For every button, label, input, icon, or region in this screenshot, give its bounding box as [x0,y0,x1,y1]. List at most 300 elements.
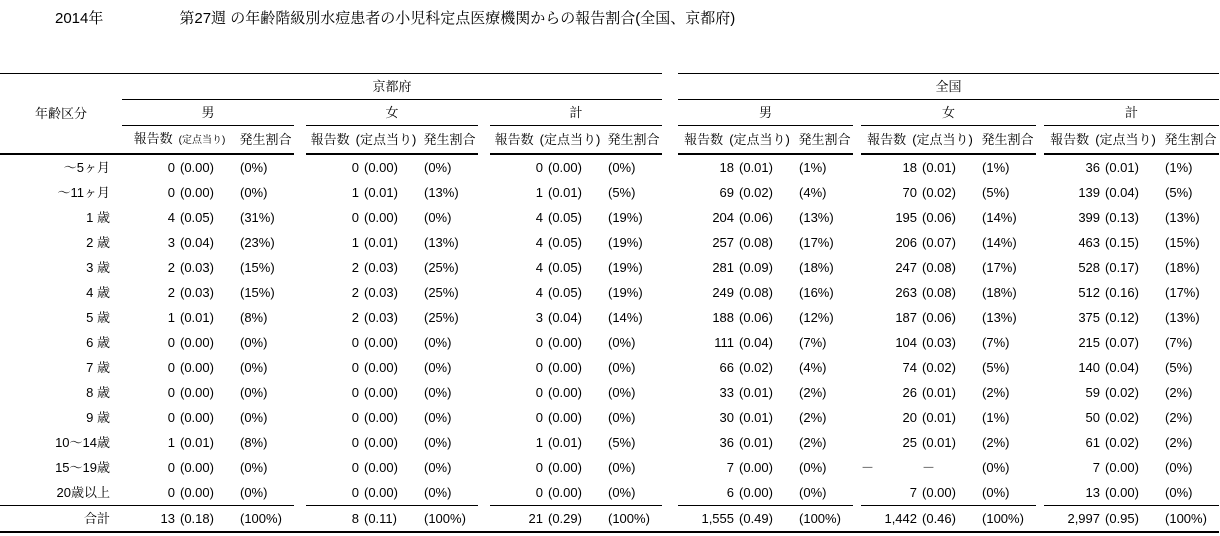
incidence-rate-cell: (0%) [608,485,636,500]
incidence-rate-cell: (1%) [1165,160,1193,175]
incidence-rate-cell: (14%) [608,310,643,325]
per-sentinel-label: (定点当り) [729,132,790,147]
report-count: 187 [895,310,918,325]
per-sentinel-label: (定点当り) [912,132,973,147]
per-sentinel-rate: (0.05) [180,210,214,225]
incidence-rate-cell: (1%) [982,410,1010,425]
report-count: 0 [167,160,175,175]
report-count: 59 [1085,385,1101,400]
report-count-cell [861,355,979,380]
report-count: 1 [167,435,175,450]
report-count: 4 [167,210,175,225]
report-count-cell [122,280,237,305]
column-gap [294,280,306,305]
section-gap [662,74,678,155]
column-gap [662,205,678,230]
report-count-cell [1044,405,1162,430]
report-count-cell [678,205,796,230]
incidence-rate-cell: (5%) [1165,185,1193,200]
report-count-cell [490,355,605,380]
per-sentinel-rate: (0.09) [739,260,773,275]
report-count-cell [861,280,979,305]
sex-header-kyoto-total: 計 [490,100,662,126]
incidence-rate-cell: (18%) [799,260,834,275]
column-gap [478,100,490,155]
incidence-rate-cell: (14%) [982,235,1017,250]
table-row [0,305,1219,330]
report-count-cell [861,330,979,355]
report-count: 2 [167,260,175,275]
incidence-rate-cell: (0%) [240,360,268,375]
incidence-rate-cell: (15%) [240,285,275,300]
incidence-rate-cell: (25%) [424,260,459,275]
report-count: 0 [351,485,359,500]
per-sentinel-rate: (0.00) [180,335,214,350]
sex-header-row [0,100,1219,126]
column-gap [1036,100,1044,155]
report-count: 4 [535,210,543,225]
report-count: 104 [895,335,918,350]
incidence-rate-cell: (18%) [982,285,1017,300]
report-count: 8 [351,511,359,526]
incidence-rate-cell: (19%) [608,260,643,275]
report-count-cell [678,180,796,205]
table-row [0,355,1219,380]
incidence-rate-cell: (2%) [1165,385,1193,400]
report-count: 25 [902,435,918,450]
report-count: 0 [351,210,359,225]
report-count-cell [678,480,796,506]
sex-header-kyoto-male: 男 [122,100,294,126]
age-label-cell: 8 歳 [86,385,110,400]
column-gap [478,154,490,180]
report-count: 0 [167,185,175,200]
report-count-cell [490,405,605,430]
per-sentinel-rate: (0.00) [548,335,582,350]
per-sentinel-rate: (0.17) [1105,260,1139,275]
per-sentinel-rate: (0.00) [364,385,398,400]
report-count: 215 [1078,335,1101,350]
report-count: 188 [712,310,735,325]
report-count-cell [122,380,237,405]
column-gap [853,205,861,230]
per-sentinel-rate: (0.00) [180,485,214,500]
subheader-count-kyoto-female [306,126,421,155]
column-gap [294,305,306,330]
per-sentinel-rate: (0.04) [180,235,214,250]
report-count-cell [490,430,605,455]
incidence-rate-cell: (17%) [799,235,834,250]
column-gap [1036,455,1044,480]
report-count-cell [1044,255,1162,280]
per-sentinel-rate: (0.01) [548,435,582,450]
report-count: 0 [351,435,359,450]
incidence-rate-cell: (12%) [799,310,834,325]
column-gap [478,380,490,405]
column-gap [662,154,678,180]
incidence-rate-cell: (31%) [240,210,275,225]
column-gap [853,480,861,506]
report-count-cell [678,380,796,405]
report-count-cell [306,180,421,205]
per-sentinel-rate: (0.00) [364,460,398,475]
incidence-rate-cell: (4%) [799,360,827,375]
report-count: 50 [1085,410,1101,425]
column-gap [294,255,306,280]
incidence-rate-cell: (100%) [1162,506,1219,533]
column-gap [478,305,490,330]
per-sentinel-rate: (0.01) [739,385,773,400]
incidence-rate-cell: (0%) [982,460,1010,475]
column-gap [662,455,678,480]
report-count: 2 [167,285,175,300]
report-count-cell [306,255,421,280]
per-sentinel-rate: (0.00) [1105,485,1139,500]
per-sentinel-rate: (0.00) [180,385,214,400]
report-count-cell [306,205,421,230]
report-count: 7 [726,460,735,475]
report-count: 257 [712,235,735,250]
column-gap [294,355,306,380]
incidence-rate-cell: (1%) [982,160,1010,175]
incidence-rate-cell: (7%) [982,335,1010,350]
report-count: 36 [1085,160,1101,175]
per-sentinel-rate: (0.02) [922,360,956,375]
report-count-cell [490,455,605,480]
incidence-rate-cell: (13%) [1165,210,1200,225]
incidence-rate-cell: (5%) [608,185,636,200]
report-count-cell [1044,180,1162,205]
per-sentinel-rate: (0.46) [922,511,956,526]
report-count: 1 [535,185,543,200]
per-sentinel-rate: (0.06) [739,210,773,225]
report-count-cell [1044,305,1162,330]
per-sentinel-rate: (0.01) [548,185,582,200]
per-sentinel-rate: (0.03) [180,285,214,300]
report-count: 1 [535,435,543,450]
incidence-rate-cell: (2%) [982,385,1010,400]
per-sentinel-rate: (0.00) [180,160,214,175]
report-count-label: 報告数 [867,132,907,147]
per-sentinel-rate: (0.01) [922,410,956,425]
report-count-cell [490,380,605,405]
column-gap [853,405,861,430]
report-count: 0 [167,360,175,375]
per-sentinel-rate: (0.00) [739,460,773,475]
incidence-rate-cell: (0%) [424,460,452,475]
incidence-rate-cell: (8%) [240,435,268,450]
report-count: 111 [714,335,735,350]
report-count: 4 [535,260,543,275]
report-count-cell [490,255,605,280]
report-count-cell [1044,280,1162,305]
report-count: 1,442 [884,511,918,526]
column-gap [478,355,490,380]
report-count-cell [490,480,605,506]
incidence-rate-cell: (0%) [982,485,1010,500]
age-label-cell: ～11ヶ月 [57,185,110,200]
per-sentinel-rate: (0.00) [548,485,582,500]
per-sentinel-rate: (0.00) [180,360,214,375]
incidence-rate-cell: (19%) [608,210,643,225]
per-sentinel-rate: (0.05) [548,210,582,225]
column-gap [662,380,678,405]
report-count-cell [1044,154,1162,180]
incidence-rate-cell: (0%) [424,410,452,425]
incidence-rate-cell: (17%) [1165,285,1200,300]
column-gap [478,255,490,280]
column-gap [478,430,490,455]
report-count: 26 [902,385,918,400]
report-count: 0 [351,335,359,350]
report-count: 2,997 [1067,511,1101,526]
incidence-rate-cell: (7%) [1165,335,1193,350]
report-count-cell [1044,355,1162,380]
column-gap [478,455,490,480]
column-gap [853,255,861,280]
report-count-cell [861,480,979,506]
region-header-row [0,74,1219,100]
column-gap [662,280,678,305]
column-gap [853,455,861,480]
column-gap [662,305,678,330]
report-count-label: 報告数 [494,132,534,147]
report-count: 0 [351,160,359,175]
column-gap [662,430,678,455]
report-count-cell [678,405,796,430]
column-gap [294,154,306,180]
table-row [0,330,1219,355]
column-gap [478,506,490,533]
table-row [0,255,1219,280]
incidence-rate-cell: (15%) [240,260,275,275]
report-count-cell [122,230,237,255]
report-count-cell [490,305,605,330]
report-count: 0 [535,485,543,500]
report-count-cell [490,280,605,305]
subheader-count-zenkoku-total [1044,126,1162,155]
report-count: 4 [535,285,543,300]
table-row [0,280,1219,305]
incidence-rate-cell: (0%) [608,410,636,425]
incidence-rate-cell: (23%) [240,235,275,250]
table-row [0,205,1219,230]
per-sentinel-rate: (0.01) [739,410,773,425]
report-count: 3 [167,235,175,250]
report-count-cell [122,480,237,506]
per-sentinel-rate: (0.00) [180,460,214,475]
incidence-rate-cell: (0%) [608,385,636,400]
report-count-cell [122,430,237,455]
column-gap [294,506,306,533]
incidence-rate-cell: (0%) [240,160,268,175]
per-sentinel-rate: (0.49) [739,511,773,526]
report-count-cell [306,405,421,430]
incidence-rate-cell: (25%) [424,310,459,325]
column-gap [1036,205,1044,230]
incidence-rate-cell: (19%) [608,235,643,250]
incidence-rate-cell: (100%) [237,506,294,533]
column-gap [853,430,861,455]
subheader-count-kyoto-total [490,126,605,155]
per-sentinel-rate: (0.01) [364,185,398,200]
per-sentinel-rate: (0.05) [548,260,582,275]
age-label-cell: 1 歳 [86,210,110,225]
incidence-rate-cell: (100%) [979,506,1036,533]
incidence-rate-cell: (13%) [982,310,1017,325]
age-label-cell: 6 歳 [86,335,110,350]
per-sentinel-rate: (0.00) [548,410,582,425]
report-count-cell [122,506,237,533]
subheader-count-zenkoku-female [861,126,979,155]
report-count-cell [861,305,979,330]
column-gap [1036,280,1044,305]
report-count: 7 [1092,460,1101,475]
report-count: 463 [1078,235,1101,250]
report-count: 0 [535,410,543,425]
per-sentinel-rate: (0.06) [922,310,956,325]
report-count: 30 [719,410,735,425]
report-count-cell [306,305,421,330]
per-sentinel-rate: (0.00) [364,485,398,500]
column-gap [478,480,490,506]
column-gap [478,280,490,305]
incidence-rate-cell: (5%) [982,360,1010,375]
per-sentinel-rate: (0.95) [1105,511,1139,526]
report-count-cell [490,154,605,180]
report-count: 0 [167,335,175,350]
per-sentinel-label: (定点当り) [539,132,601,147]
report-count-cell [678,330,796,355]
incidence-rate-cell: (0%) [1165,460,1193,475]
report-count: 1 [351,235,359,250]
per-sentinel-rate: (0.00) [548,460,582,475]
table-row [0,380,1219,405]
column-gap [662,355,678,380]
per-sentinel-rate: (0.03) [364,310,398,325]
report-count-cell [678,355,796,380]
total-row [0,506,1219,533]
report-count-cell [861,205,979,230]
column-gap [853,305,861,330]
title-year: 2014年 [55,10,104,27]
column-gap [294,405,306,430]
per-sentinel-rate: (0.03) [180,260,214,275]
per-sentinel-rate: (0.04) [1105,360,1139,375]
column-gap [1036,180,1044,205]
page-title [0,0,1220,28]
report-count-cell [490,180,605,205]
report-count-cell [306,430,421,455]
per-sentinel-rate: (0.02) [739,360,773,375]
report-count-cell [678,280,796,305]
incidence-rate-cell: (5%) [1165,360,1193,375]
column-gap [853,330,861,355]
per-sentinel-rate: (0.01) [922,160,956,175]
per-sentinel-rate: (0.02) [739,185,773,200]
report-count-cell [1044,455,1162,480]
report-count: 206 [895,235,918,250]
per-sentinel-rate: (0.08) [922,260,956,275]
report-count: 18 [719,160,735,175]
report-count: 249 [712,285,735,300]
incidence-rate-cell: (0%) [799,485,827,500]
column-gap [853,355,861,380]
column-gap [294,480,306,506]
per-sentinel-rate: (0.00) [922,485,956,500]
report-count: 1,555 [701,511,735,526]
column-gap [1036,506,1044,533]
incidence-rate-cell: (19%) [608,285,643,300]
age-column-header: 年齢区分 [0,74,122,155]
column-gap [478,180,490,205]
report-table [0,73,1219,533]
sex-header-zenkoku-total: 計 [1044,100,1219,126]
subheader-rate-kyoto-male: 発生割合 [237,126,294,155]
age-label-cell: ～5ヶ月 [63,160,110,175]
report-count: 0 [535,385,543,400]
report-count: 0 [167,485,175,500]
report-count: 36 [719,435,735,450]
per-sentinel-label: (定点当り) [355,132,417,147]
sex-header-zenkoku-female: 女 [861,100,1036,126]
report-count: 139 [1078,185,1101,200]
report-count-cell [122,405,237,430]
column-gap [662,180,678,205]
incidence-rate-cell: (25%) [424,285,459,300]
incidence-rate-cell: (0%) [608,460,636,475]
report-count: 2 [351,310,359,325]
column-gap [1036,480,1044,506]
age-label-cell: 3 歳 [86,260,110,275]
subheader-rate-kyoto-female: 発生割合 [421,126,478,155]
per-sentinel-rate: (0.01) [1105,160,1139,175]
column-gap [1036,380,1044,405]
column-gap [853,280,861,305]
report-count-cell [490,506,605,533]
incidence-rate-cell: (2%) [799,435,827,450]
sex-header-zenkoku-male: 男 [678,100,853,126]
per-sentinel-rate: (0.02) [1105,385,1139,400]
report-count: 69 [719,185,735,200]
report-count-cell [306,230,421,255]
table-row [0,480,1219,506]
incidence-rate-cell: (7%) [799,335,827,350]
incidence-rate-cell: (5%) [608,435,636,450]
column-gap [853,506,861,533]
incidence-rate-cell: (0%) [608,360,636,375]
column-gap [478,205,490,230]
per-sentinel-rate: (0.06) [922,210,956,225]
per-sentinel-rate: (0.01) [739,160,773,175]
subheader-rate-zenkoku-female: 発生割合 [979,126,1036,155]
column-gap [294,205,306,230]
report-count-cell [861,430,979,455]
report-count-cell [490,230,605,255]
per-sentinel-rate: (0.00) [1105,460,1139,475]
report-count-cell [490,205,605,230]
per-sentinel-rate: (0.02) [1105,410,1139,425]
report-count-cell [306,330,421,355]
report-count: － [861,460,875,475]
per-sentinel-rate: (0.03) [364,260,398,275]
per-sentinel-rate: (0.08) [922,285,956,300]
report-count-cell [1044,480,1162,506]
per-sentinel-rate: (0.00) [364,435,398,450]
incidence-rate-cell: (0%) [424,385,452,400]
subheader-count-kyoto-male [122,126,237,155]
report-count: 204 [712,210,735,225]
